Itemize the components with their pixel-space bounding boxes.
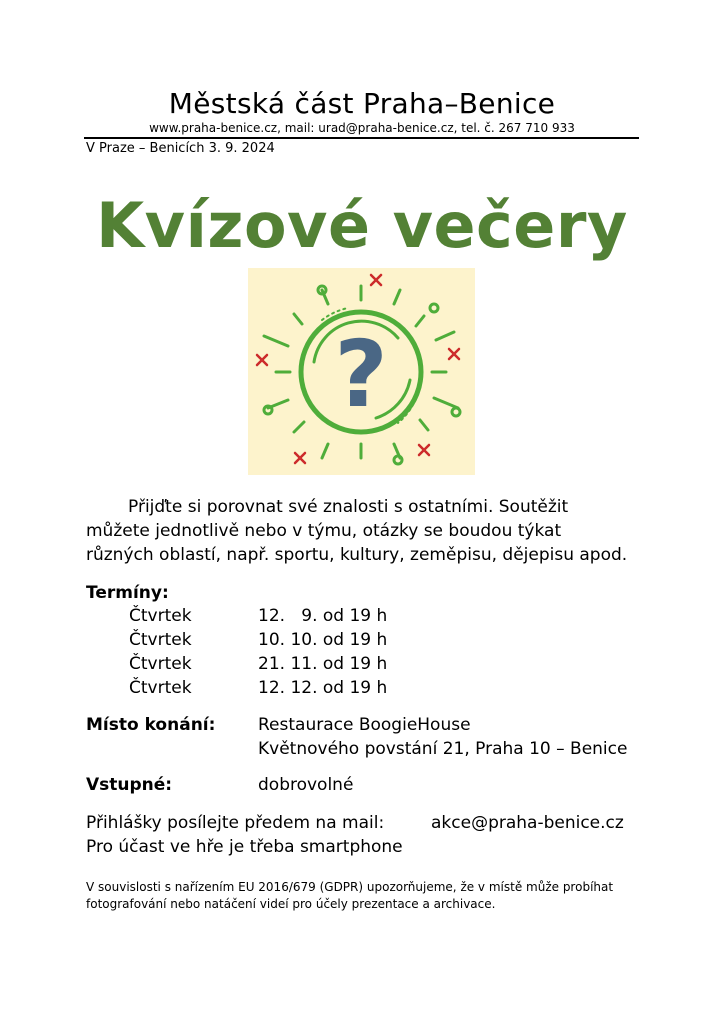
entry-label: Vstupné: (86, 775, 173, 795)
date-line: V Praze – Benicích 3. 9. 2024 (86, 141, 275, 156)
schedule-day: Čtvrtek (129, 678, 192, 698)
schedule-label: Termíny: (86, 583, 169, 603)
schedule-date: 12. 12. od 19 h (258, 678, 388, 698)
page-title: Kvízové večery (96, 189, 628, 262)
registration-email[interactable]: akce@praha-benice.cz (431, 813, 624, 833)
header-divider (84, 137, 639, 139)
header-contact: www.praha-benice.cz, mail: urad@praha-benice.cz, tel. č. 267 710 933 (149, 121, 575, 135)
schedule-row (0, 652, 724, 676)
gdpr-line-1: V souvislosti s nařízením EU 2016/679 (GDPR) upozorňujeme, že v místě může probíhat (86, 880, 614, 894)
venue-address: Květnového povstání 21, Praha 10 – Benice (258, 739, 628, 759)
venue-name: Restaurace BoogieHouse (258, 715, 471, 735)
svg-text:?: ? (334, 321, 388, 428)
schedule-day: Čtvrtek (129, 630, 192, 650)
intro-paragraph (86, 495, 646, 567)
gdpr-notice (86, 879, 646, 913)
header-title: Městská část Praha–Benice (168, 87, 556, 120)
entry-value: dobrovolné (258, 775, 354, 795)
schedule-day: Čtvrtek (129, 654, 192, 674)
gdpr-line-2: fotografování nebo natáčení videí pro účely prezentace a archivace. (86, 897, 496, 911)
registration-text: Přihlášky posílejte předem na mail: (86, 813, 385, 833)
intro-line-1: Přijďte si porovnat své znalosti s ostatními. Soutěžit (128, 497, 569, 517)
intro-line-3: různých oblastí, např. sportu, kultury, zeměpisu, dějepisu apod. (86, 545, 628, 565)
venue-label: Místo konání: (86, 715, 216, 735)
schedule-day: Čtvrtek (129, 606, 192, 626)
schedule-date: 10. 10. od 19 h (258, 630, 388, 650)
schedule-date: 12. 9. od 19 h (258, 606, 388, 626)
question-sun-icon (248, 268, 475, 475)
schedule-row (0, 628, 724, 652)
schedule-row (0, 604, 724, 628)
quiz-illustration (248, 268, 475, 475)
intro-line-2: můžete jednotlivě nebo v týmu, otázky se boudou týkat (86, 521, 562, 541)
registration-note: Pro účast ve hře je třeba smartphone (86, 837, 403, 857)
schedule-date: 21. 11. od 19 h (258, 654, 388, 674)
schedule-row (0, 676, 724, 700)
